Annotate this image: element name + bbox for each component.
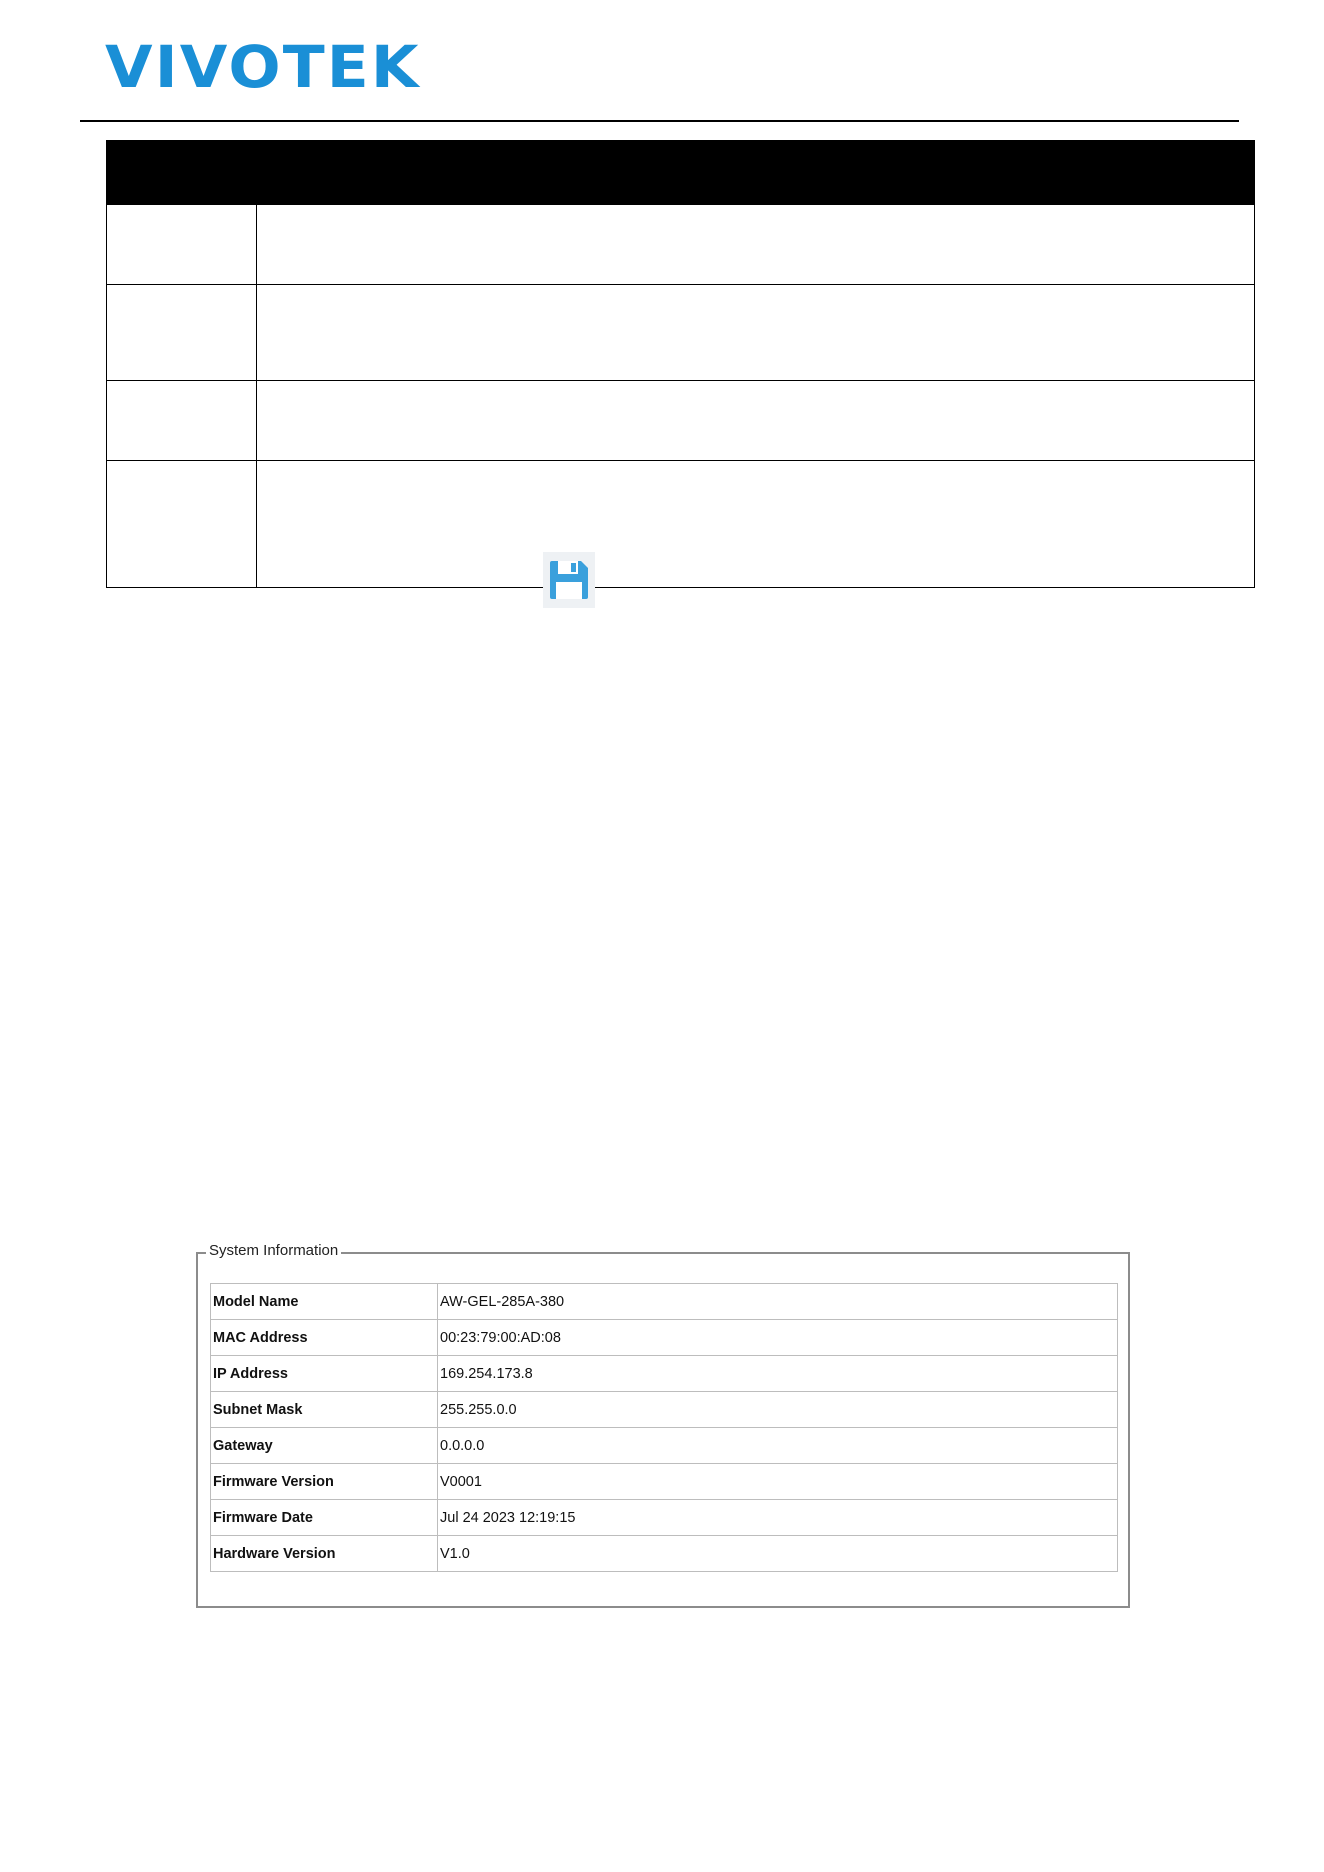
table-cell — [257, 461, 1255, 588]
ip-address-value: 169.254.173.8 — [438, 1356, 1118, 1392]
table-cell — [107, 285, 257, 381]
gateway-label: Gateway — [211, 1428, 438, 1464]
hardware-version-value: V1.0 — [438, 1536, 1118, 1572]
table-cell — [107, 205, 257, 285]
table-header-row — [107, 141, 1255, 205]
table-row — [107, 285, 1255, 381]
table-row — [211, 1500, 1118, 1536]
gateway-value: 0.0.0.0 — [438, 1428, 1118, 1464]
firmware-version-label: Firmware Version — [211, 1464, 438, 1500]
mac-address-value: 00:23:79:00:AD:08 — [438, 1320, 1118, 1356]
table-cell — [257, 205, 1255, 285]
table-row — [211, 1392, 1118, 1428]
system-information-table — [210, 1283, 1118, 1572]
hardware-version-label: Hardware Version — [211, 1536, 438, 1572]
table-row — [211, 1464, 1118, 1500]
header-divider — [80, 120, 1239, 122]
subnet-mask-label: Subnet Mask — [211, 1392, 438, 1428]
description-table — [106, 140, 1255, 588]
model-name-label: Model Name — [211, 1284, 438, 1320]
table-row — [211, 1320, 1118, 1356]
table-row — [211, 1284, 1118, 1320]
table-cell — [107, 381, 257, 461]
table-cell — [257, 381, 1255, 461]
firmware-version-value: V0001 — [438, 1464, 1118, 1500]
table-row — [107, 381, 1255, 461]
table-cell — [107, 461, 257, 588]
table-header-cell-1 — [107, 141, 257, 205]
table-header-cell-2 — [257, 141, 1255, 205]
firmware-date-value: Jul 24 2023 12:19:15 — [438, 1500, 1118, 1536]
table-row — [211, 1536, 1118, 1572]
table-row — [211, 1428, 1118, 1464]
system-information-legend: System Information — [206, 1242, 341, 1259]
ip-address-label: IP Address — [211, 1356, 438, 1392]
system-information-panel — [196, 1242, 1130, 1608]
table-row — [107, 205, 1255, 285]
table-cell — [257, 285, 1255, 381]
table-row — [211, 1356, 1118, 1392]
floppy-disk-icon[interactable] — [543, 552, 595, 608]
vivotek-logo: VIVOTEK — [105, 33, 421, 101]
subnet-mask-value: 255.255.0.0 — [438, 1392, 1118, 1428]
firmware-date-label: Firmware Date — [211, 1500, 438, 1536]
mac-address-label: MAC Address — [211, 1320, 438, 1356]
table-row — [107, 461, 1255, 588]
model-name-value: AW-GEL-285A-380 — [438, 1284, 1118, 1320]
